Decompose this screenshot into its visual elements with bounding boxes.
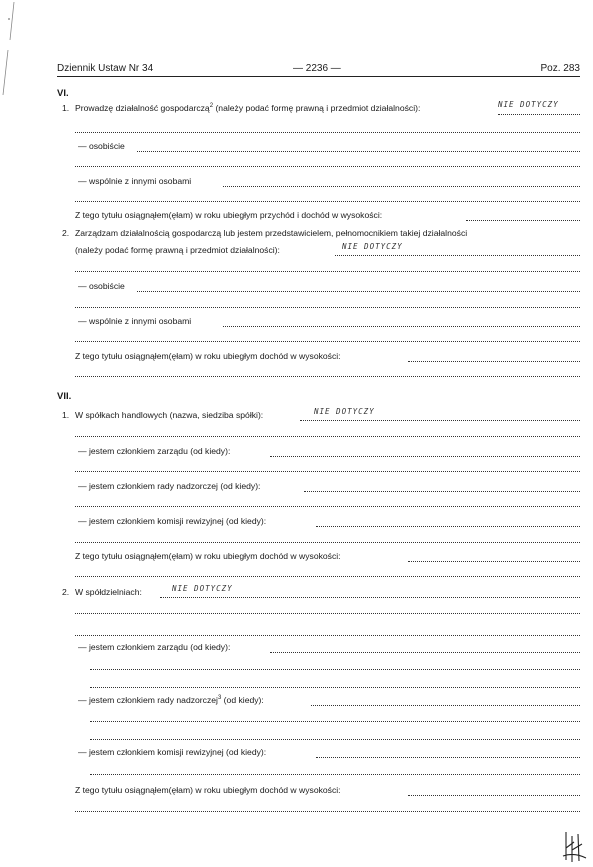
s6-wspolnie-label: — wspólnie z innymi osobami	[78, 176, 192, 186]
dotted-line	[75, 435, 580, 437]
s6-osobiscie2-label: — osobiście	[78, 281, 125, 291]
journal-title: Dziennik Ustaw Nr 34	[57, 63, 154, 74]
s6-item2-text-line1: Zarządzam działalnością gospodarczą lub jestem przedstawicielem, pełnomocnikiem takiej działalności	[75, 228, 468, 238]
s6-item2-number: 2.	[62, 228, 70, 238]
dotted-line	[270, 455, 580, 457]
page-number: — 2236 —	[293, 63, 341, 74]
dotted-line	[75, 612, 580, 614]
s7-zarzad-label: — jestem członkiem zarządu (od kiedy):	[78, 446, 231, 456]
s7-komisja2-label: — jestem członkiem komisji rewizyjnej (od kiedy):	[78, 747, 267, 757]
dotted-line	[75, 505, 580, 507]
dotted-line	[90, 720, 580, 722]
dotted-line	[300, 419, 580, 421]
dotted-line	[223, 185, 580, 187]
dotted-line	[75, 375, 580, 377]
s6-wspolnie2-label: — wspólnie z innymi osobami	[78, 316, 192, 326]
s6-item1-number: 1.	[62, 103, 70, 113]
s7-income1-label: Z tego tytułu osiągnąłem(ęłam) w roku ubiegłym dochód w wysokości:	[75, 551, 341, 561]
dotted-line	[75, 340, 580, 342]
handwritten-nie-dotyczy: NIE DOTYCZY	[314, 407, 375, 416]
dotted-line	[75, 306, 580, 308]
dotted-line	[160, 596, 580, 598]
signature-initials	[560, 828, 588, 864]
dotted-line	[408, 794, 580, 796]
s6-income1-label: Z tego tytułu osiągnąłem(ęłam) w roku ubiegłym przychód i dochód w wysokości:	[75, 210, 383, 220]
dotted-line	[316, 756, 580, 758]
dotted-line	[466, 219, 580, 221]
dotted-line	[137, 290, 580, 292]
dotted-line	[335, 254, 580, 256]
dotted-line	[75, 541, 580, 543]
dotted-line	[75, 470, 580, 472]
dotted-line	[498, 113, 580, 115]
s7-item2-number: 2.	[62, 587, 70, 597]
handwritten-nie-dotyczy: NIE DOTYCZY	[342, 242, 403, 251]
margin-mark	[0, 0, 20, 120]
dotted-line	[408, 560, 580, 562]
s7-item1-number: 1.	[62, 410, 70, 420]
s6-item1-text: Prowadzę działalność gospodarczą$^2$ (należy podać formę prawną i przedmiot działalności):	[75, 103, 421, 113]
s6-item2-text-line2: (należy podać formę prawną i przedmiot działalności):	[75, 245, 280, 255]
page-header	[57, 60, 580, 77]
s7-item2-text: W spółdzielniach:	[75, 587, 142, 597]
s7-rada2-label: — jestem członkiem rady nadzorczej$^3$ (od kiedy):	[78, 695, 264, 705]
dotted-line	[75, 270, 580, 272]
s7-rada-label: — jestem członkiem rady nadzorczej (od kiedy):	[78, 481, 261, 491]
s7-income2-label: Z tego tytułu osiągnąłem(ęłam) w roku ubiegłym dochód w wysokości:	[75, 785, 341, 795]
dotted-line	[90, 668, 580, 670]
s6-osobiscie-label: — osobiście	[78, 141, 125, 151]
position-number: Poz. 283	[540, 63, 580, 74]
dotted-line	[90, 773, 580, 775]
dotted-line	[75, 165, 580, 167]
section-vii-label: VII.	[57, 391, 72, 402]
s7-komisja-label: — jestem członkiem komisji rewizyjnej (od kiedy):	[78, 516, 267, 526]
dotted-line	[311, 704, 580, 706]
handwritten-nie-dotyczy: NIE DOTYCZY	[172, 584, 233, 593]
dotted-line	[223, 325, 580, 327]
dotted-line	[316, 525, 580, 527]
dotted-line	[270, 651, 580, 653]
dotted-line	[90, 738, 580, 740]
dotted-line	[75, 575, 580, 577]
dotted-line	[304, 490, 580, 492]
dotted-line	[90, 686, 580, 688]
s7-item1-text: W spółkach handlowych (nazwa, siedziba spółki):	[75, 410, 264, 420]
handwritten-nie-dotyczy: NIE DOTYCZY	[498, 100, 559, 109]
s6-income2-label: Z tego tytułu osiągnąłem(ęłam) w roku ubiegłym dochód w wysokości:	[75, 351, 341, 361]
dotted-line	[75, 810, 580, 812]
dotted-line	[137, 150, 580, 152]
section-vi-label: VI.	[57, 88, 69, 99]
s7-zarzad2-label: — jestem członkiem zarządu (od kiedy):	[78, 642, 231, 652]
dotted-line	[408, 360, 580, 362]
dotted-line	[75, 131, 580, 133]
dotted-line	[75, 200, 580, 202]
dotted-line	[75, 634, 580, 636]
